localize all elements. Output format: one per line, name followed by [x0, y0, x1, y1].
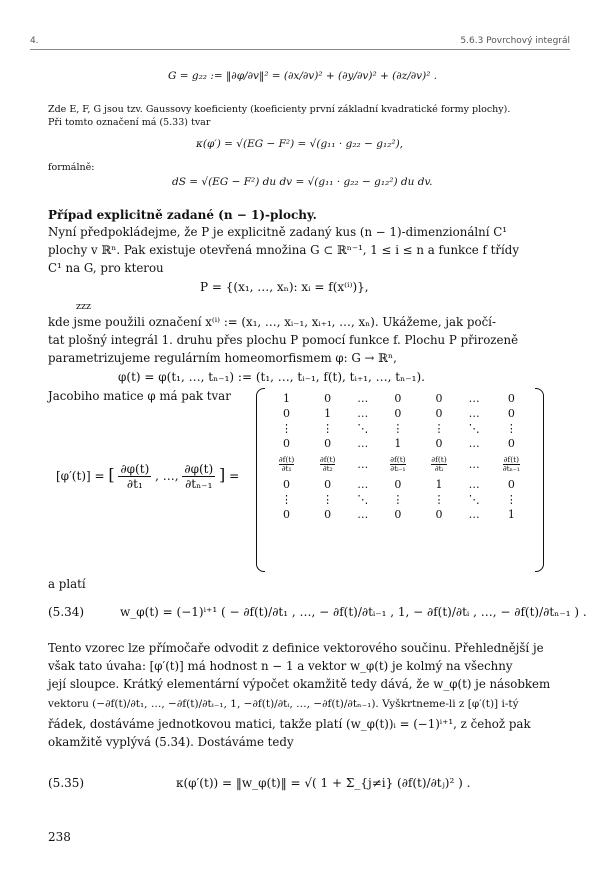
matrix-cell: 1: [394, 437, 402, 450]
matrix-cell: …: [357, 392, 369, 405]
matrix-cell: …: [357, 478, 369, 491]
matrix-cell: ⋮: [281, 493, 293, 506]
matrix-cell: 0: [394, 392, 402, 405]
fraction-denominator: ∂t₁: [118, 476, 151, 491]
matrix-row: [266, 391, 534, 406]
matrix-cell: 0: [507, 478, 515, 491]
matrix-cell: …: [357, 508, 369, 521]
matrix-cell: [266, 451, 307, 477]
paragraph-line: její sloupce. Krátký elementární výpočet okamžitě tedy dává, že w_φ(t) je násobkem: [48, 677, 551, 691]
matrix-cell: ⋮: [322, 422, 334, 435]
header-right: 5.6.3 Povrchový integrál: [460, 36, 570, 46]
matrix-cell: 0: [507, 407, 515, 420]
fraction-denominator: ∂tₙ₋₁: [182, 476, 215, 491]
matrix-cell: 0: [324, 437, 332, 450]
matrix-cell: 0: [324, 392, 332, 405]
section-heading: Případ explicitně zadané (n − 1)-plochy.: [48, 208, 317, 222]
matrix-row: [266, 406, 534, 421]
paragraph-line: okamžitě vyplývá (5.34). Dostáváme tedy: [48, 735, 294, 749]
a-plati-text: a platí: [48, 577, 86, 591]
matrix-cell: 1: [435, 478, 443, 491]
equation-P: P = {(x₁, …, xₙ): xᵢ = f(x⁽ⁱ⁾)},: [200, 280, 369, 294]
equation-535: κ(φ′(t)) = ‖w_φ(t)‖ = √( 1 + Σ_{j≠i} (∂f(t)/∂tⱼ)² ) .: [176, 776, 471, 790]
matrix-cell: …: [357, 407, 369, 420]
matrix-cell: 0: [324, 508, 332, 521]
paragraph-line: kde jsme použili označení x⁽ⁱ⁾ := (x₁, …, xᵢ₋₁, xᵢ₊₁, …, xₙ). Ukážeme, jak počí-: [48, 315, 496, 329]
fraction-numerator: ∂f(t): [278, 454, 295, 464]
equation-phi: φ(t) = φ(t₁, …, tₙ₋₁) := (t₁, …, tᵢ₋₁, f(t), tᵢ₊₁, …, tₙ₋₁).: [118, 370, 425, 384]
matrix-paren-right: [535, 388, 544, 572]
fraction-denominator: ∂t₁: [279, 464, 295, 473]
matrix-cell: ⋱: [357, 493, 369, 506]
matrix-cell: …: [468, 508, 480, 521]
matrix-cell: 0: [394, 478, 402, 491]
matrix-cell: 0: [283, 508, 291, 521]
gauss-coefficients-text: Zde E, F, G jsou tzv. Gaussovy koeficienty (koeficienty první základní kvadratické formy plochy).: [48, 104, 511, 115]
matrix-cell: [418, 451, 459, 477]
paragraph-line: řádek, dostáváme jednotkovou matici, takže platí (w_φ(t))ᵢ = (−1)ⁱ⁺¹, z čehož pak: [48, 717, 531, 731]
matrix-cell: …: [468, 392, 480, 405]
fraction-denominator: ∂tₙ₋₁: [502, 463, 520, 473]
equation-kappa: κ(φ′) = √(EG − F²) = √(g₁₁ · g₂₂ − g₁₂²),: [196, 138, 404, 150]
matrix-lhs-label: [φ′(t)] =: [56, 469, 105, 483]
paragraph-line: plochy v ℝⁿ. Pak existuje otevřená množina G ⊂ ℝⁿ⁻¹, 1 ≤ i ≤ n a funkce f třídy: [48, 243, 520, 257]
matrix-lhs: [56, 462, 239, 491]
matrix-cell: …: [468, 457, 480, 471]
jacobi-text: Jacobiho matice φ má pak tvar: [48, 389, 231, 403]
matrix-cell: ⋮: [281, 422, 293, 435]
matrix-lhs-ellipsis: , …,: [155, 469, 179, 483]
paragraph-line: vektoru (−∂f(t)/∂t₁, …, −∂f(t)/∂tᵢ₋₁, 1, −∂f(t)/∂tᵢ, …, −∂f(t)/∂tₙ₋₁). Vyškrtneme-li z [φ′(t)] i-tý: [48, 698, 519, 710]
fraction-denominator: ∂tᵢ₋₁: [390, 463, 406, 473]
matrix-lhs-equals: =: [229, 469, 240, 483]
placeholder-text: zzz: [76, 301, 92, 312]
matrix-cell: 0: [283, 407, 291, 420]
matrix-cell: 0: [507, 392, 515, 405]
matrix-cell: …: [468, 478, 480, 491]
matrix-partial-fraction: [390, 456, 406, 473]
bracket-open: [: [108, 465, 115, 484]
matrix-row: [266, 477, 534, 492]
fraction-numerator: ∂f(t): [319, 454, 336, 464]
matrix-cell: ⋮: [505, 493, 517, 506]
matrix-paren-left: [256, 388, 265, 572]
fraction-numerator: ∂φ(t): [184, 462, 214, 476]
matrix-cell: ⋱: [468, 422, 480, 435]
paragraph-line: Nyní předpokládejme, že P je explicitně zadaný kus (n − 1)-dimenzionální C¹: [48, 225, 508, 239]
matrix-cell: …: [468, 407, 480, 420]
matrix-cell: 0: [283, 478, 291, 491]
matrix-cell: ⋮: [433, 493, 445, 506]
matrix-partial-fraction: [503, 456, 520, 473]
matrix-cell: [377, 451, 418, 477]
matrix-partial-fraction: [279, 456, 295, 473]
paragraph-line: parametrizujeme regulárním homeomorfismem φ: G → ℝⁿ,: [48, 351, 397, 365]
page-number: 238: [48, 830, 71, 844]
fraction-numerator: ∂f(t): [431, 454, 447, 464]
fraction-numerator: ∂f(t): [503, 454, 520, 464]
paragraph-line: C¹ na G, pro kterou: [48, 261, 164, 275]
matrix-cell: ⋱: [357, 422, 369, 435]
header-rule: [30, 49, 570, 50]
matrix-row: [266, 507, 534, 522]
paragraph-line: však tato úvaha: [φ′(t)] má hodnost n − 1 a vektor w_φ(t) je kolmý na všechny: [48, 659, 513, 673]
running-header: [30, 36, 570, 50]
paragraph-line: Tento vzorec lze přímočaře odvodit z definice vektorového součinu. Přehlednější je: [48, 641, 544, 655]
matrix-cell: 0: [283, 437, 291, 450]
matrix-cell: 1: [324, 407, 332, 420]
matrix-cell: …: [357, 457, 369, 471]
fraction-numerator: ∂φ(t): [120, 462, 150, 476]
equation-label-534: (5.34): [48, 605, 85, 619]
matrix-partial-fraction: [431, 456, 447, 473]
fraction-denominator: ∂t₂: [320, 464, 336, 473]
paragraph-line: tat plošný integrál 1. druhu přes plochu P pomocí funkce f. Plochu P přirozeně: [48, 333, 519, 347]
matrix-row: [266, 436, 534, 451]
jacobi-matrix: [256, 388, 544, 570]
matrix-cell: [307, 451, 348, 477]
equation-g22: G = g₂₂ := ‖∂φ/∂v‖² = (∂x/∂v)² + (∂y/∂v)² + (∂z/∂v)² .: [168, 70, 438, 82]
matrix-cell: ⋱: [468, 493, 480, 506]
fraction-numerator: ∂f(t): [390, 454, 406, 464]
matrix-cell: 0: [507, 437, 515, 450]
form-intro-text: Při tomto označení má (5.33) tvar: [48, 117, 211, 128]
matrix-cell: 1: [507, 508, 515, 521]
matrix-cell: [489, 451, 534, 477]
fraction-denominator: ∂tᵢ: [431, 464, 447, 473]
header-left: 4.: [30, 36, 39, 46]
matrix-cell: 0: [435, 407, 443, 420]
partial-fraction-2: [182, 462, 215, 491]
partial-fraction-1: [118, 462, 151, 491]
formally-label: formálně:: [48, 162, 95, 173]
matrix-cell: 0: [435, 437, 443, 450]
matrix-cell: 0: [394, 508, 402, 521]
matrix-cell: …: [357, 437, 369, 450]
matrix-cell: ⋮: [392, 493, 404, 506]
equation-534: w_φ(t) = (−1)ⁱ⁺¹ ( − ∂f(t)/∂t₁ , …, − ∂f(t)/∂tᵢ₋₁ , 1, − ∂f(t)/∂tᵢ , …, − ∂f(t)/∂tₙ₋₁ ) .: [120, 605, 587, 619]
matrix-table: [266, 391, 534, 522]
matrix-cell: 1: [283, 392, 291, 405]
matrix-cell: 0: [394, 407, 402, 420]
matrix-row: [266, 492, 534, 507]
matrix-cell: ⋮: [505, 422, 517, 435]
matrix-cell: ⋮: [322, 493, 334, 506]
matrix-cell: 0: [435, 392, 443, 405]
matrix-partial-fraction: [320, 456, 336, 473]
bracket-close: ]: [218, 465, 226, 484]
matrix-cell: 0: [435, 508, 443, 521]
matrix-cell: ⋮: [392, 422, 404, 435]
matrix-cell: ⋮: [433, 422, 445, 435]
matrix-row: [266, 451, 534, 477]
equation-label-535: (5.35): [48, 776, 85, 790]
matrix-row: [266, 421, 534, 436]
matrix-cell: …: [468, 437, 480, 450]
equation-dS: dS = √(EG − F²) du dv = √(g₁₁ · g₂₂ − g₁₂²) du dv.: [172, 176, 433, 188]
matrix-cell: 0: [324, 478, 332, 491]
